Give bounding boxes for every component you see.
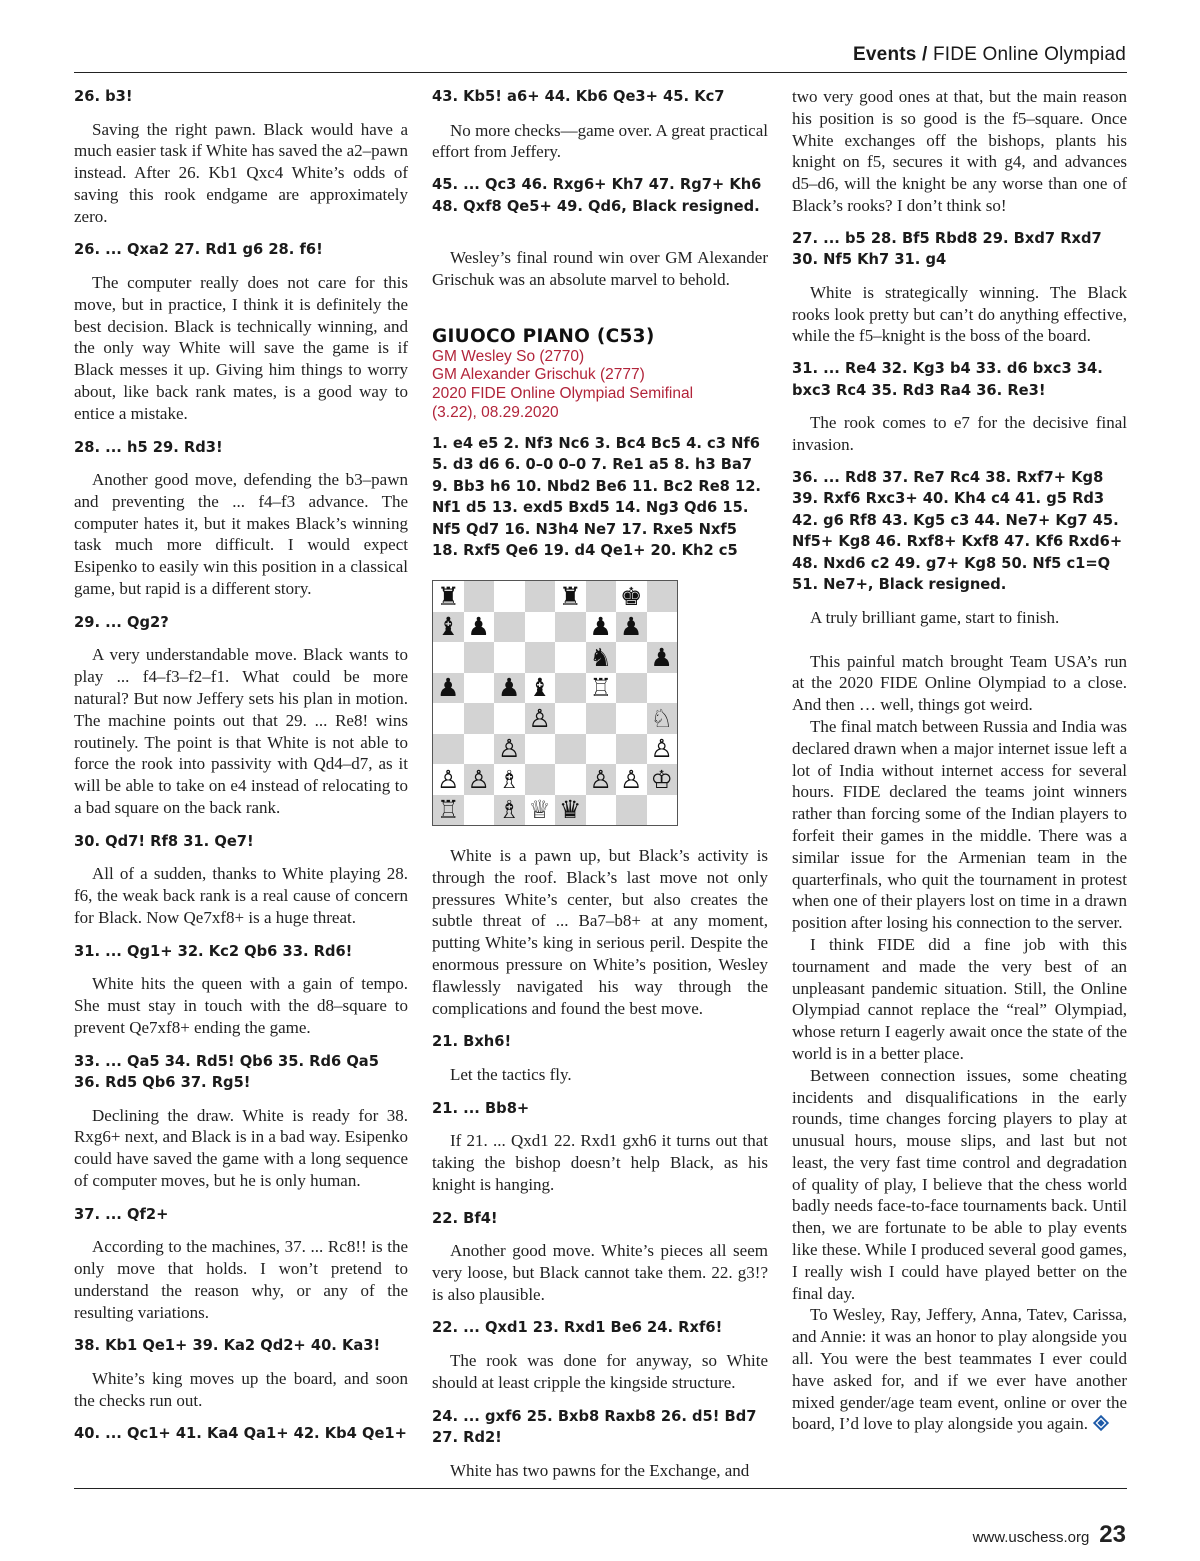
board-square <box>586 581 617 612</box>
board-square <box>555 612 586 643</box>
chess-piece: ♖ <box>589 673 612 703</box>
move-line: 31. ... Qg1+ 32. Kc2 Qb6 33. Rd6! <box>74 942 353 960</box>
game-black-player: GM Alexander Grischuk (2777) <box>432 366 645 384</box>
board-square <box>616 703 647 734</box>
body-paragraph: Between connection issues, some cheating incidents and disqualifications in the early rounds, time changes forcing players to play at unusual hours, mouse slips, and last but not least, the very fast time control and degradation of quality of play, I believe that the chess world badly needs face-to-face tournaments back. Until then, we are fortunate to be able to play events like these. While I produced several good games, I really wish I could have played better on the final day. <box>792 1065 1127 1303</box>
chess-piece: ♗ <box>498 764 521 794</box>
uschess-logo-icon <box>1092 1414 1110 1432</box>
move-line: 21. ... Bb8+ <box>432 1099 530 1117</box>
move-line: 24. ... gxf6 25. Bxb8 Raxb8 26. d5! Bd7 27. Rd2! <box>432 1407 757 1447</box>
annotation-paragraph: Saving the right pawn. Black would have a much easier task if White has saved the a2–pawn instead. After 26. Kb1 Qxc4 White’s odds of saving this rook endgame are approximately zero. <box>74 119 408 226</box>
chess-piece: ♙ <box>467 764 490 794</box>
annotation-paragraph: two very good ones at that, but the main reason his position is so good is the f5–square. Once White exchanges off the bishops, plants his knight on f5, secures it with g4, and advances d5–d6, will the knight be any worse than one of Black’s rooks? I don’t think so! <box>792 87 1127 215</box>
body-paragraph: I think FIDE did a fine job with this tournament and made the very best of an unpleasant pandemic situation. Still, the Online Olympiad cannot replace the “real” Olympiad, whose return I eagerly await once the state of the world is in a better place. <box>792 934 1127 1063</box>
chess-piece: ♙ <box>437 764 460 794</box>
chess-piece: ♙ <box>498 734 521 764</box>
game-event: 2020 FIDE Online Olympiad Semifinal <box>432 385 694 403</box>
move-line: 45. ... Qc3 46. Rxg6+ Kh7 47. Rg7+ Kh6 48. Qxf8 Qe5+ 49. Qd6, Black resigned. <box>432 176 762 215</box>
chess-piece: ♟ <box>498 673 521 703</box>
annotation-paragraph: Let the tactics fly. <box>450 1064 572 1084</box>
board-square <box>586 642 617 673</box>
column-2-lower <box>432 845 768 1481</box>
annotation-paragraph: If 21. ... Qxd1 22. Rxd1 gxh6 it turns out that taking the bishop doesn’t help Black, as his knight is hanging. <box>432 1131 768 1194</box>
board-square <box>464 673 495 704</box>
annotation-paragraph: Another good move, defending the b3–pawn and preventing the ... f4–f3 advance. The computer hates it, but it makes Black’s winning task much more difficult. I would expect Esipenko to easily win this position in a classical game, but rapid is a different story. <box>74 470 408 599</box>
board-square <box>525 703 556 734</box>
board-square <box>555 581 586 612</box>
board-square <box>586 795 617 826</box>
board-square <box>464 734 495 765</box>
page-number: 23 <box>1099 1521 1126 1548</box>
board-square <box>494 612 525 643</box>
footer-website: www.uschess.org <box>972 1529 1090 1546</box>
chess-piece: ♙ <box>528 703 551 733</box>
chess-piece: ♕ <box>528 795 551 825</box>
game-round-date: (3.22), 08.29.2020 <box>432 404 559 422</box>
board-square <box>586 612 617 643</box>
body-paragraph: This painful match brought Team USA’s run at the 2020 FIDE Online Olympiad to a close. And then … well, things got weird. <box>792 651 1127 715</box>
board-square <box>464 764 495 795</box>
move-line: 21. Bxh6! <box>432 1033 512 1051</box>
board-square <box>616 734 647 765</box>
board-square <box>525 581 556 612</box>
chess-piece: ♜ <box>559 581 582 611</box>
board-square <box>494 734 525 765</box>
move-line: 29. ... Qg2? <box>74 613 169 631</box>
game-opening-title: GIUOCO PIANO (C53) <box>432 325 655 347</box>
annotation-paragraph: A truly brilliant game, start to finish. <box>810 607 1060 627</box>
board-square <box>586 734 617 765</box>
chess-piece: ♚ <box>620 581 643 611</box>
column-1 <box>74 86 408 1456</box>
chess-piece: ♔ <box>650 764 673 794</box>
board-square <box>494 581 525 612</box>
board-square <box>433 642 464 673</box>
board-square <box>464 612 495 643</box>
board-square <box>555 703 586 734</box>
board-square <box>555 673 586 704</box>
page-footer <box>973 1521 1126 1549</box>
annotation-paragraph: A very understandable move. Black wants to play ... f4–f3–f2–f1. What could be more natural? But now Jeffery sets his plan in motion. The machine points out that 29. ... Re8! wins routinely. The point is that White is not able to force the rook into passivity with Qd4–d7, as it will be able to take on e4 instead of relocating to a bad square on the back rank. <box>74 645 408 817</box>
board-square <box>525 612 556 643</box>
board-square <box>433 764 464 795</box>
move-line: 28. ... h5 29. Rd3! <box>74 438 223 456</box>
board-square <box>616 642 647 673</box>
move-line: 27. ... b5 28. Bf5 Rbd8 29. Bxd7 Rxd7 30. Nf5 Kh7 31. g4 <box>792 229 1102 269</box>
board-square <box>555 734 586 765</box>
column-2 <box>432 86 768 562</box>
chess-piece: ♘ <box>650 703 673 733</box>
board-square <box>464 581 495 612</box>
board-square <box>464 642 495 673</box>
board-square <box>647 703 678 734</box>
move-line: 40. ... Qc1+ 41. Ka4 Qa1+ 42. Kb4 Qe1+ <box>74 1425 407 1443</box>
board-square <box>616 612 647 643</box>
move-line: 33. ... Qa5 34. Rd5! Qb6 35. Rd6 Qa5 36. Rd5 Qb6 37. Rg5! <box>74 1052 379 1091</box>
board-square <box>647 795 678 826</box>
board-square <box>616 795 647 826</box>
board-square <box>525 642 556 673</box>
board-square <box>647 642 678 673</box>
move-line: 38. Kb1 Qe1+ 39. Ka2 Qd2+ 40. Ka3! <box>74 1337 381 1355</box>
board-square <box>616 764 647 795</box>
board-square <box>647 764 678 795</box>
board-square <box>433 703 464 734</box>
annotation-paragraph: White is strategically winning. The Black rooks look pretty but can’t do anything effective, while the f5–knight is the boss of the board. <box>792 282 1127 346</box>
board-square <box>494 764 525 795</box>
chess-piece: ♙ <box>589 764 612 794</box>
chess-piece: ♜ <box>437 581 460 611</box>
board-square <box>647 612 678 643</box>
chess-piece: ♙ <box>620 764 643 794</box>
running-head <box>853 44 1126 66</box>
header-rule <box>74 72 1127 73</box>
annotation-paragraph: White hits the queen with a gain of tempo. She must stay in touch with the d8–square to prevent Qe7xf8+ ending the game. <box>74 974 408 1037</box>
chess-piece: ♞ <box>589 642 612 672</box>
board-square <box>586 673 617 704</box>
board-square <box>586 764 617 795</box>
board-square <box>494 795 525 826</box>
annotation-paragraph: White’s king moves up the board, and soon the checks run out. <box>74 1368 408 1410</box>
board-square <box>525 734 556 765</box>
chess-piece: ♟ <box>620 612 643 642</box>
board-square <box>647 734 678 765</box>
annotation-paragraph: Wesley’s final round win over GM Alexander Grischuk was an absolute marvel to behold. <box>432 248 768 289</box>
annotation-paragraph: No more checks—game over. A great practical effort from Jeffery. <box>432 120 768 162</box>
annotation-paragraph: Another good move. White’s pieces all seem very loose, but Black cannot take them. 22. g3!? is also plausible. <box>432 1241 768 1304</box>
move-line: 36. ... Rd8 37. Re7 Rc4 38. Rxf7+ Kg8 39. Rxf6 Rxc3+ 40. Kh4 c4 41. g5 Rd3 42. g6 Rf8 43. Kg5 c3 44. Ne7+ Kg7 45. Nf5+ Kg8 46. Rxf8+ Kxf8 47. Kf6 Rxd6+ 48. Nxd6 c2 49. g7+ Kg8 50. Nf5 c1=Q 51. Ne7+, Black resigned. <box>792 468 1123 594</box>
annotation-paragraph: The rook was done for anyway, so White should at least cripple the kingside structure. <box>432 1350 768 1392</box>
board-square <box>433 673 464 704</box>
closing-text: To Wesley, Ray, Jeffery, Anna, Tatev, Carissa, and Annie: it was an honor to play alongside you all. You were the best teammates I ever could have asked for, and if we ever have another mixed gender/age team event, online or over the board, I’d love to play alongside you again. <box>792 1305 1127 1434</box>
board-square <box>525 764 556 795</box>
board-square <box>494 703 525 734</box>
board-square <box>464 703 495 734</box>
move-line: 26. ... Qxa2 27. Rd1 g6 28. f6! <box>74 241 323 259</box>
annotation-paragraph: White is a pawn up, but Black’s activity is through the roof. Black’s last move not only pressures White’s center, but also creates the subtle threat of ... Ba7–b8+ at any moment, putting White’s king in serious peril. Despite the enormous pressure on White’s position, Wesley flawlessly navigated his way through the complications and found the best move. <box>432 846 768 1018</box>
move-line: 22. Bf4! <box>432 1209 498 1227</box>
body-paragraph: The final match between Russia and India was declared drawn when a major internet issue left a lot of India without internet access for several hours. FIDE declared the teams joint winners rather than forcing some of the Indian players to forfeit their games in the middle. There was a similar issue for the Armenian team in the quarterfinals, who quit the tournament in protest when one of their players lost on time in a drawn position after losing his connection to the server. <box>792 716 1127 933</box>
board-square <box>555 795 586 826</box>
annotation-paragraph: The computer really does not care for this move, but in practice, I think it is definitely the best decision. Black is technically winning, and the only way White will save the game is if Black messes it up. Giving him things to worry about, like back rank mates, is a good way to entice a mistake. <box>74 272 408 423</box>
chess-piece: ♝ <box>528 673 551 703</box>
board-square <box>464 795 495 826</box>
board-square <box>647 581 678 612</box>
move-line: 30. Qd7! Rf8 31. Qe7! <box>74 832 254 850</box>
board-square <box>555 642 586 673</box>
chess-piece: ♟ <box>467 612 490 642</box>
chess-piece: ♛ <box>559 795 582 825</box>
running-head-section: Events / <box>853 44 928 65</box>
body-paragraph <box>792 1304 1127 1435</box>
board-square <box>494 642 525 673</box>
game-white-player: GM Wesley So (2770) <box>432 347 585 365</box>
board-square <box>433 581 464 612</box>
board-square <box>433 612 464 643</box>
footer-rule <box>74 1488 1127 1489</box>
game-moves: 1. e4 e5 2. Nf3 Nc6 3. Bc4 Bc5 4. c3 Nf6 5. d3 d6 6. 0–0 0–0 7. Re1 a5 8. h3 Ba7 9. Bb3 h6 10. Nbd2 Be6 11. Bc2 Re8 12. Nf1 d5 13. exd5 Bxd5 14. Ng3 Qd6 15. Nf5 Qd7 16. N3h4 Ne7 17. Rxe5 Nxf5 18. Rxf5 Qe6 19. d4 Qe1+ 20. Kh2 c5 <box>432 434 762 560</box>
move-line: 31. ... Re4 32. Kg3 b4 33. d6 bxc3 34. bxc3 Rc4 35. Rd3 Ra4 36. Re3! <box>792 360 1103 399</box>
board-square <box>586 703 617 734</box>
annotation-paragraph: According to the machines, 37. ... Rc8!! is the only move that holds. I won’t pretend to understand the reason why, or any of the resulting variations. <box>74 1237 408 1322</box>
move-line: 22. ... Qxd1 23. Rxd1 Be6 24. Rxf6! <box>432 1319 723 1337</box>
chess-piece: ♟ <box>650 642 673 672</box>
chess-piece: ♟ <box>437 673 460 703</box>
move-line: 43. Kb5! a6+ 44. Kb6 Qe3+ 45. Kc7 <box>432 88 725 105</box>
board-square <box>525 673 556 704</box>
board-square <box>647 673 678 704</box>
annotation-paragraph: The rook comes to e7 for the decisive final invasion. <box>792 413 1127 454</box>
annotation-paragraph: Declining the draw. White is ready for 38. Rxg6+ next, and Black is in a bad way. Esipenko could have saved the game with a long sequence of computer moves, but he is only human. <box>74 1105 408 1190</box>
board-square <box>616 673 647 704</box>
chess-piece: ♗ <box>498 795 521 825</box>
move-line: 26. b3! <box>74 88 133 105</box>
chess-piece: ♝ <box>437 612 460 642</box>
board-square <box>525 795 556 826</box>
annotation-paragraph: All of a sudden, thanks to White playing 28. f6, the weak back rank is a real cause of concern for Black. Now Qe7xf8+ is a huge threat. <box>74 864 408 927</box>
chess-diagram <box>432 580 678 826</box>
board-square <box>494 673 525 704</box>
board-square <box>433 734 464 765</box>
board-square <box>555 764 586 795</box>
chess-piece: ♖ <box>437 795 460 825</box>
column-3 <box>792 86 1127 1435</box>
board-square <box>616 581 647 612</box>
chess-piece: ♟ <box>589 612 612 642</box>
running-head-title: FIDE Online Olympiad <box>932 44 1126 65</box>
annotation-paragraph: White has two pawns for the Exchange, and <box>450 1460 750 1480</box>
chess-piece: ♙ <box>650 734 673 764</box>
board-square <box>433 795 464 826</box>
move-line: 37. ... Qf2+ <box>74 1205 169 1223</box>
